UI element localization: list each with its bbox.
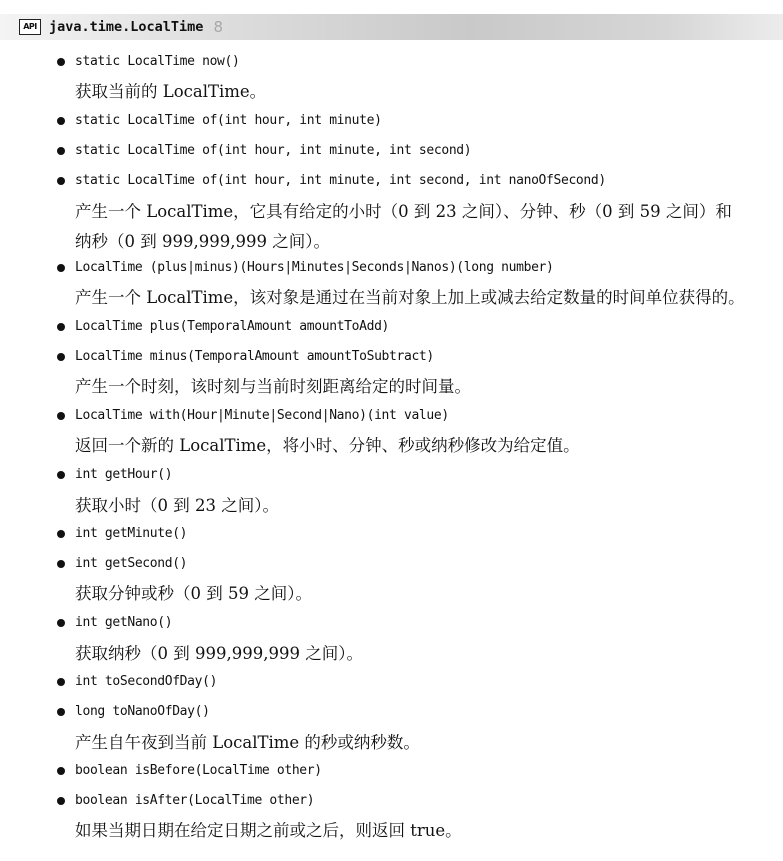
api-badge-icon: API — [19, 19, 41, 35]
bullet-icon — [57, 412, 65, 420]
bullet-icon — [57, 58, 65, 66]
method-description: 产生一个 LocalTime，它具有给定的小时（0 到 23 之间）、分钟、秒（0 到 59 之间）和 — [75, 202, 732, 221]
method-description: 获取纳秒（0 到 999,999,999 之间）。 — [75, 644, 363, 663]
bullet-icon — [57, 678, 65, 686]
bullet-icon — [57, 117, 65, 125]
method-signature: int getNano() — [75, 615, 173, 630]
method-description: 获取当前的 LocalTime。 — [75, 82, 267, 101]
method-signature: int getMinute() — [75, 526, 188, 541]
bullet-icon — [57, 708, 65, 716]
method-signature: LocalTime minus(TemporalAmount amountToSubtract) — [75, 349, 434, 364]
method-signature: static LocalTime of(int hour, int minute, int second, int nanoOfSecond) — [75, 173, 606, 188]
bullet-icon — [57, 177, 65, 185]
method-description: 纳秒（0 到 999,999,999 之间）。 — [75, 232, 330, 251]
method-description: 返回一个新的 LocalTime，将小时、分钟、秒或纳秒修改为给定值。 — [75, 436, 580, 455]
method-description: 产生一个 LocalTime，该对象是通过在当前对象上加上或减去给定数量的时间单位获得的。 — [75, 288, 745, 307]
method-signature: int toSecondOfDay() — [75, 674, 218, 689]
bullet-icon — [57, 471, 65, 479]
method-signature: static LocalTime now() — [75, 54, 240, 69]
method-signature: int getHour() — [75, 467, 173, 482]
since-version: 8 — [213, 18, 223, 36]
method-description: 如果当期日期在给定日期之前或之后，则返回 true。 — [75, 821, 462, 840]
method-signature: static LocalTime of(int hour, int minute) — [75, 113, 382, 128]
bullet-icon — [57, 147, 65, 155]
bullet-icon — [57, 560, 65, 568]
bullet-icon — [57, 264, 65, 272]
bullet-icon — [57, 353, 65, 361]
bullet-icon — [57, 323, 65, 331]
bullet-icon — [57, 767, 65, 775]
method-signature: boolean isAfter(LocalTime other) — [75, 793, 315, 808]
bullet-icon — [57, 797, 65, 805]
method-description: 获取小时（0 到 23 之间）。 — [75, 496, 279, 515]
method-signature: int getSecond() — [75, 556, 188, 571]
bullet-icon — [57, 619, 65, 627]
method-signature: boolean isBefore(LocalTime other) — [75, 763, 322, 778]
class-name: java.time.LocalTime — [49, 19, 204, 35]
method-description: 产生自午夜到当前 LocalTime 的秒或纳秒数。 — [75, 733, 420, 752]
bullet-icon — [57, 530, 65, 538]
method-description: 产生一个时刻，该时刻与当前时刻距离给定的时间量。 — [75, 377, 471, 396]
method-signature: long toNanoOfDay() — [75, 704, 210, 719]
method-signature: LocalTime with(Hour|Minute|Second|Nano)(int value) — [75, 408, 449, 423]
method-signature: LocalTime plus(TemporalAmount amountToAdd) — [75, 319, 390, 334]
method-signature: LocalTime (plus|minus)(Hours|Minutes|Seconds|Nanos)(long number) — [75, 260, 554, 275]
method-signature: static LocalTime of(int hour, int minute, int second) — [75, 143, 472, 158]
method-description: 获取分钟或秒（0 到 59 之间）。 — [75, 584, 312, 603]
